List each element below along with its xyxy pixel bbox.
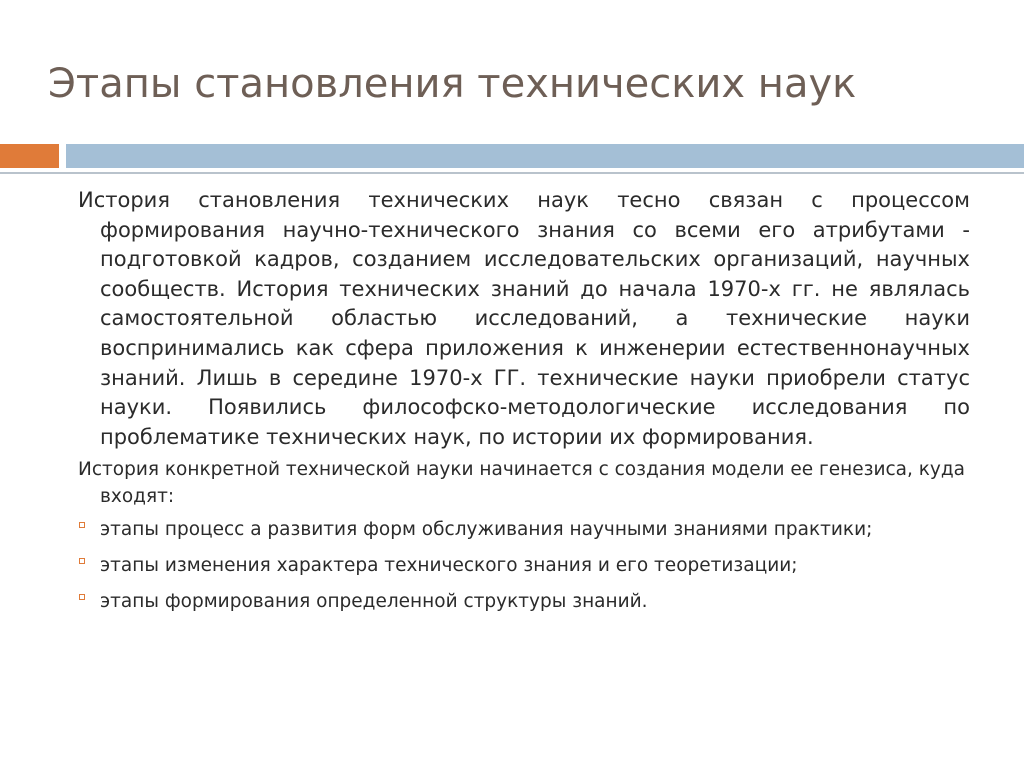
hollow-square-bullet-icon <box>79 594 85 600</box>
accent-bar-blue <box>66 144 1024 168</box>
stages-list <box>78 516 970 615</box>
list-item <box>78 516 970 543</box>
list-item-text: этапы формирования определенной структуры знаний. <box>100 591 648 613</box>
list-item <box>78 588 970 615</box>
list-item-text: этапы процесс а развития форм обслуживания научными знаниями практики; <box>100 519 873 541</box>
slide-body <box>78 186 970 624</box>
accent-divider-line <box>0 172 1024 174</box>
slide-title: Этапы становления технических наук <box>48 61 857 107</box>
body-paragraph-model: История конкретной технической науки начинается с создания модели ее генезиса, куда входят: <box>78 459 965 508</box>
list-item-text: этапы изменения характера технического знания и его теоретизации; <box>100 555 798 577</box>
body-paragraph-history: История становления технических наук тесно связан с процессом формирования научно-технического знания со всеми его атрибутами - подготовкой кадров, созданием исследовательских организаций, научных сообществ. История технических знаний до начала 1970-х гг. не являлась самостоятельной областью исследований, а технические науки воспринимались как сфера приложения к инженерии естественнонаучных знаний. Лишь в середине 1970-х ГГ. технические науки приобрели статус науки. Появились философско-методологические исследования по проблематике технических наук, по истории их формирования. <box>78 188 970 449</box>
hollow-square-bullet-icon <box>79 522 85 528</box>
list-item <box>78 552 970 579</box>
accent-bar-orange <box>0 144 59 168</box>
hollow-square-bullet-icon <box>79 558 85 564</box>
